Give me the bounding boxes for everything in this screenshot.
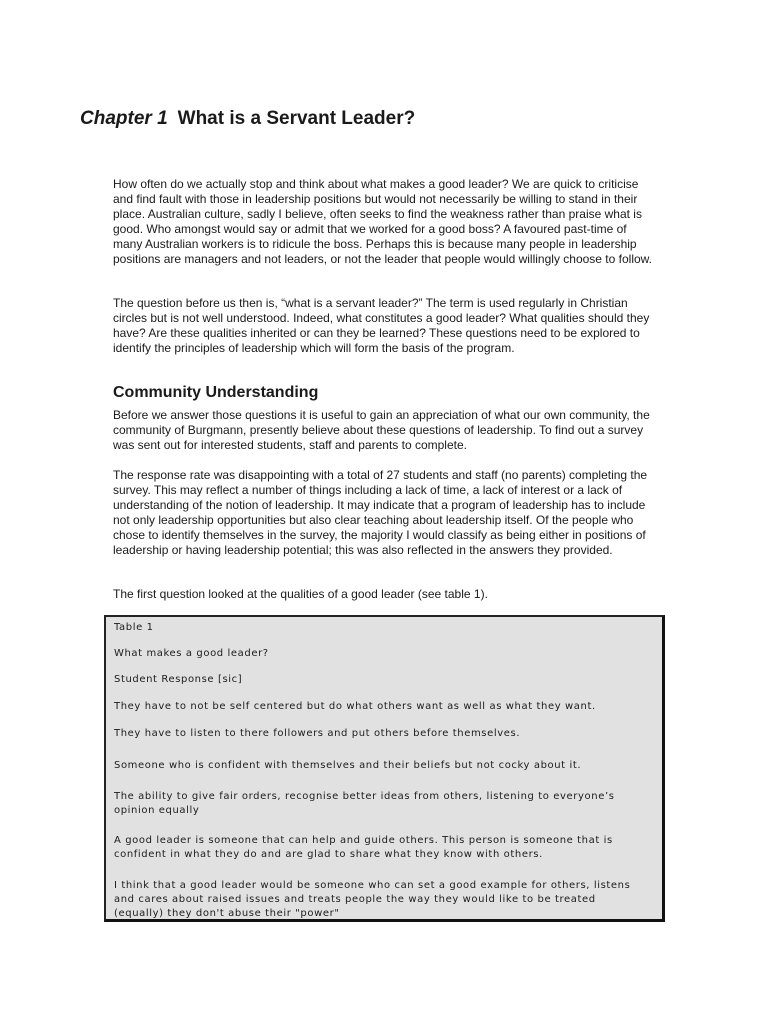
table-row: They have to listen to there followers and put others before themselves.: [114, 728, 521, 739]
table-label: Table 1: [114, 622, 154, 633]
table-row: I think that a good leader would be someone who can set a good example for others, listens and cares about raised issues and treats people the way they would like to be treated (equally) they don't abuse their "power": [114, 880, 631, 919]
chapter-number: Chapter 1: [80, 108, 168, 129]
chapter-title-text: What is a Servant Leader?: [177, 108, 416, 129]
intro-paragraph: How often do we actually stop and think about what makes a good leader? We are quick to criticise and find fault with those in leadership positions but would not necessarily be willing to stand in their place. Australian culture, sadly I believe, often seeks to find the weakness rather than praise what is good. Who amongst would say or admit that we worked for a good boss? A favoured past-time of many Australian workers is to ridicule the boss. Perhaps this is because many people in leadership positions are managers and not leaders, or not the leader that people would willingly choose to follow.: [113, 177, 652, 266]
survey-table: [104, 615, 665, 922]
chapter-title: [80, 108, 415, 130]
table-question: What makes a good leader?: [114, 648, 269, 659]
section-heading: Community Understanding: [113, 384, 319, 401]
table-row: A good leader is someone that can help and guide others. This person is someone that is confident in what they do and are glad to share what they know with others.: [114, 835, 613, 860]
question-paragraph: The question before us then is, “what is a servant leader?” The term is used regularly in Christian circles but is not well understood. Indeed, what constitutes a good leader? What qualities should they have? Are these qualities inherited or can they be learned? These questions need to be explored to identify the principles of leadership which will form the basis of the program.: [113, 296, 650, 355]
section-paragraph-1: Before we answer those questions it is useful to gain an appreciation of what our own community, the community of Burgmann, presently believe about these questions of leadership. To find out a survey was sent out for interested students, staff and parents to complete.: [113, 408, 650, 452]
table-row: The ability to give fair orders, recognise better ideas from others, listening to everyone’s opinion equally: [114, 791, 615, 816]
table-column-header: Student Response [sic]: [114, 674, 243, 685]
section-paragraph-3: The first question looked at the qualities of a good leader (see table 1).: [113, 587, 488, 601]
section-paragraph-2: The response rate was disappointing with a total of 27 students and staff (no parents) completing the survey. This may reflect a number of things including a lack of time, a lack of interest or a lack of understanding of the notion of leadership. It may indicate that a program of leadership has to include not only leadership opportunities but also clear teaching about leadership itself. Of the people who chose to identify themselves in the survey, the majority I would classify as being either in positions of leadership or having leadership potential; this was also reflected in the answers they provided.: [113, 468, 648, 557]
table-row: They have to not be self centered but do what others want as well as what they want.: [114, 701, 596, 712]
table-row: Someone who is confident with themselves and their beliefs but not cocky about it.: [114, 760, 582, 771]
